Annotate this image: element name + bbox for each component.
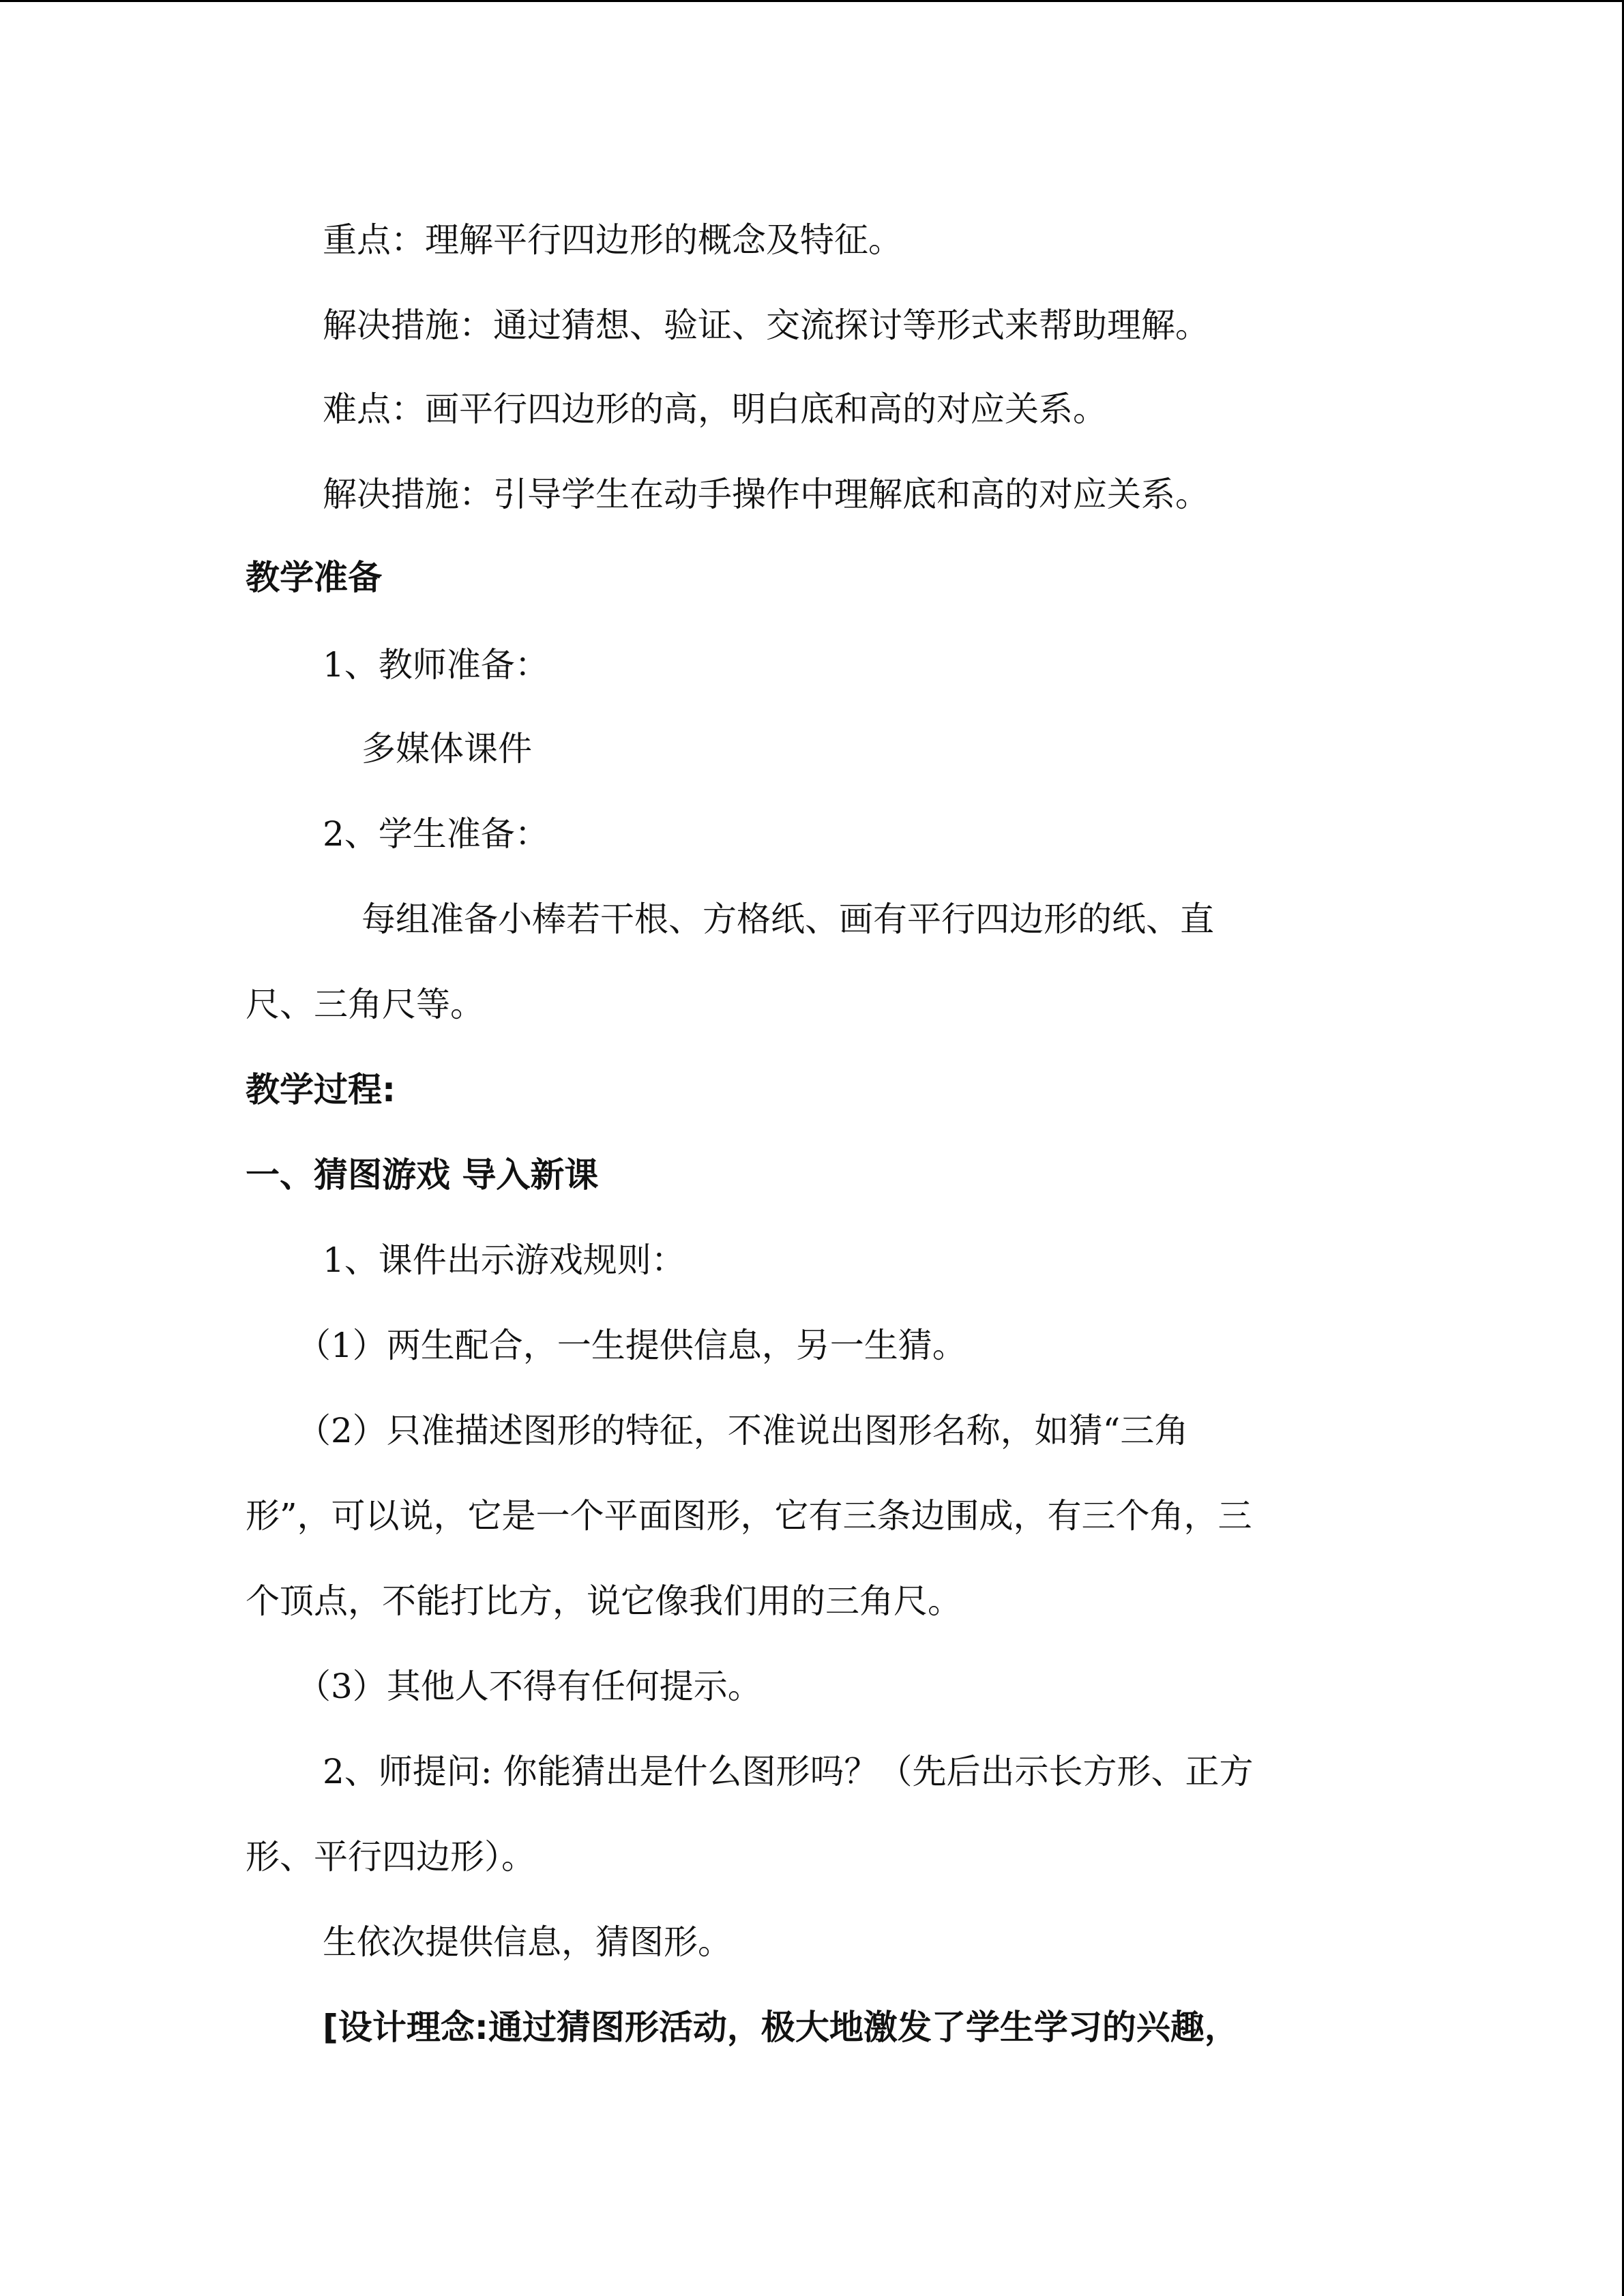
game-rule-2-cont-2: 个顶点，不能打比方，说它像我们用的三角尺。	[246, 1581, 962, 1621]
student-activity: 生依次提供信息，猜图形。	[323, 1922, 732, 1962]
student-prep-item: 2、学生准备：	[323, 814, 549, 854]
student-prep-detail-cont: 尺、三角尺等。	[246, 985, 484, 1024]
game-rule-2: （2）只准描述图形的特征，不准说出图形名称，如猜“三角	[297, 1411, 1189, 1450]
teacher-prep-item: 1、教师准备：	[323, 645, 549, 685]
key-point-line: 重点：理解平行四边形的概念及特征。	[323, 220, 902, 260]
teacher-question-cont: 形、平行四边形）。	[246, 1837, 535, 1877]
difficulty-line: 难点：画平行四边形的高，明白底和高的对应关系。	[323, 389, 1107, 429]
teacher-prep-detail: 多媒体课件	[361, 729, 532, 769]
difficulty-solution-line: 解决措施：引导学生在动手操作中理解底和高的对应关系。	[323, 475, 1209, 514]
teacher-question: 2、师提问: 你能猜出是什么图形吗？（先后出示长方形、正方	[323, 1752, 1254, 1791]
section-heading-process: 教学过程:	[246, 1070, 396, 1109]
subsection-heading-guessing-game: 一、猜图游戏 导入新课	[246, 1155, 599, 1195]
game-rules-intro: 1、课件出示游戏规则：	[323, 1240, 685, 1280]
game-rule-3: （3）其他人不得有任何提示。	[297, 1667, 762, 1706]
design-concept-note: [设计理念:通过猜图形活动，极大地激发了学生学习的兴趣，	[323, 2008, 1239, 2047]
key-point-solution-line: 解决措施：通过猜想、验证、交流探讨等形式来帮助理解。	[323, 305, 1209, 345]
game-rule-1: （1）两生配合，一生提供信息，另一生猜。	[297, 1326, 966, 1365]
game-rule-2-cont-1: 形”，可以说，它是一个平面图形，它有三条边围成，有三个角，三	[246, 1496, 1252, 1536]
student-prep-detail: 每组准备小棒若干根、方格纸、画有平行四边形的纸、直	[361, 899, 1214, 939]
section-heading-preparation: 教学准备	[246, 558, 382, 597]
